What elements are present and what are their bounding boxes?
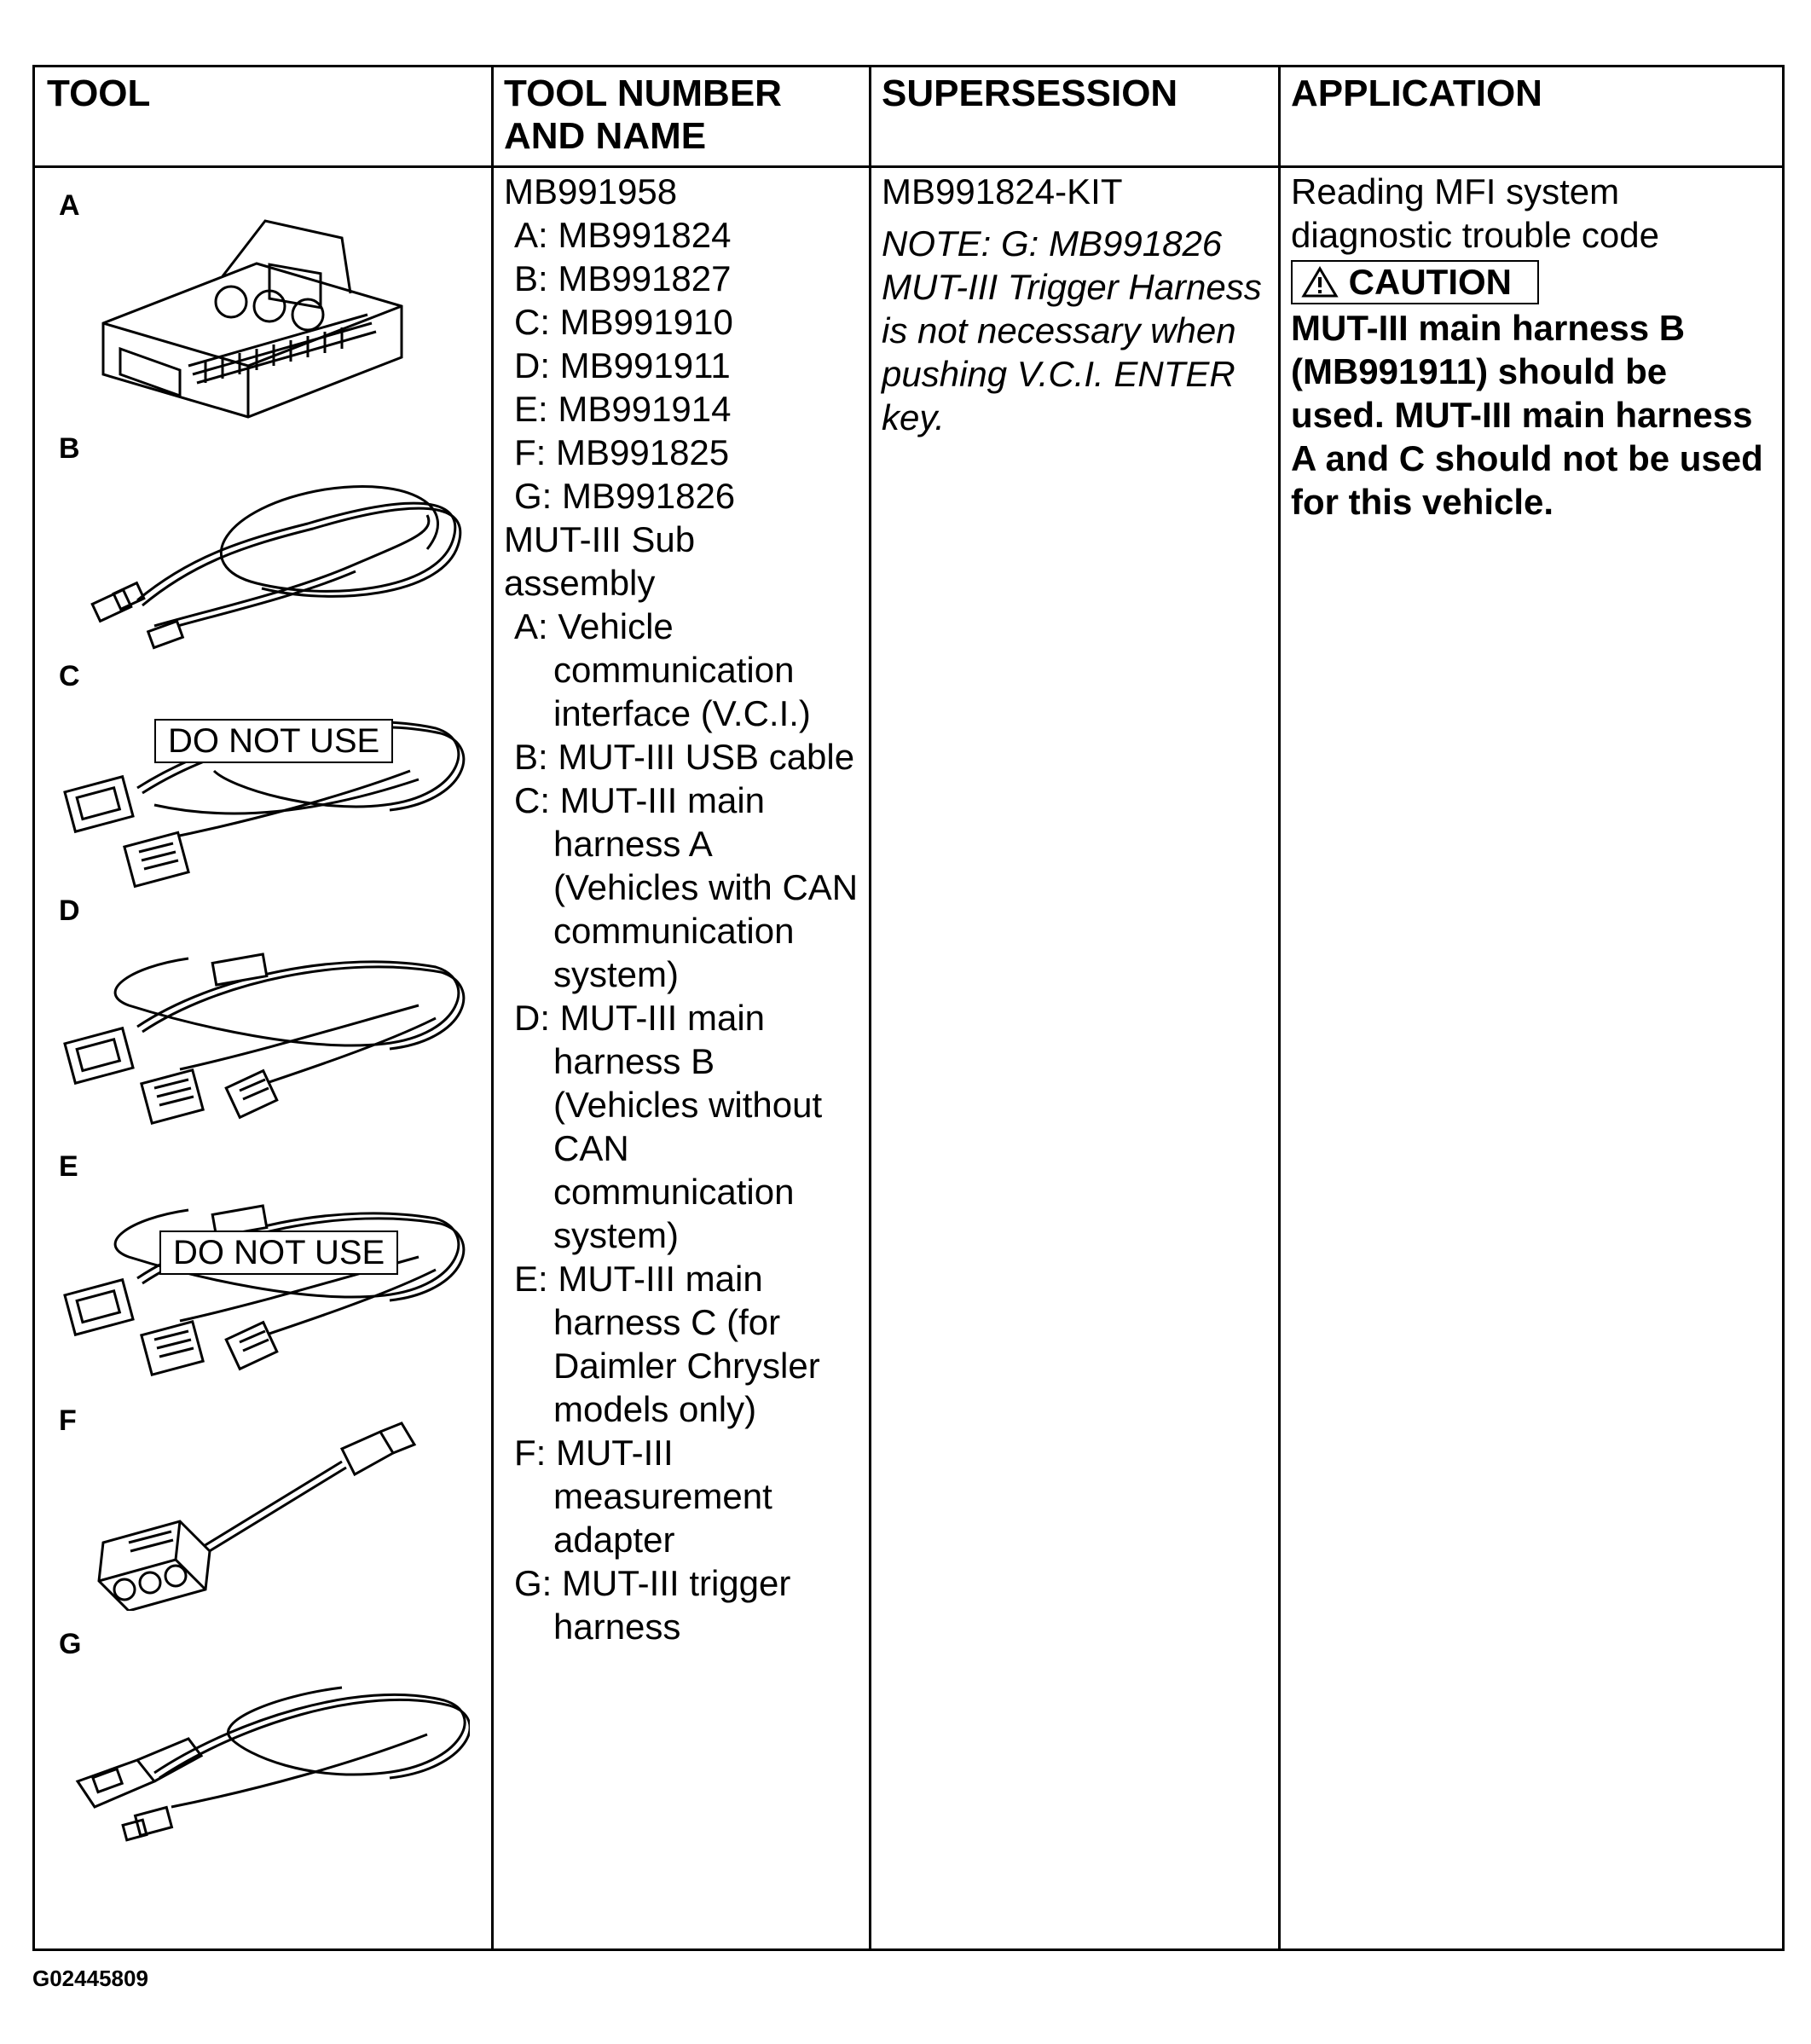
part-name: harness: [553, 1607, 681, 1647]
figure-id: G02445809: [32, 1966, 148, 1991]
vci-unit-illustration: [95, 212, 419, 426]
header-tool-number-line1: TOOL NUMBER: [504, 72, 782, 114]
header-tool: TOOL: [47, 72, 151, 114]
main-harness-b-illustration: [61, 924, 470, 1138]
part-number: E: MB991914: [514, 389, 732, 429]
part-name: F: MUT-III: [514, 1433, 674, 1473]
part-number: A: MB991824: [514, 215, 732, 255]
part-number: G: MB991826: [514, 476, 736, 516]
header-divider: [35, 165, 1782, 168]
caution-line: (MB991911) should be: [1291, 351, 1668, 391]
note-line: NOTE: G: MB991826: [882, 223, 1223, 263]
tool-letter-e: E: [59, 1150, 78, 1183]
caution-line: for this vehicle.: [1291, 482, 1554, 522]
measurement-adapter-illustration: [86, 1415, 444, 1611]
part-name: Daimler Chrysler: [553, 1346, 820, 1386]
note-line: is not necessary when: [882, 310, 1236, 350]
header-tool-number: [504, 72, 782, 158]
part-name: communication: [553, 1172, 795, 1212]
tool-table: [32, 65, 1785, 1951]
part-name: measurement: [553, 1476, 772, 1516]
part-name: system): [553, 954, 679, 994]
part-name: G: MUT-III trigger: [514, 1563, 791, 1603]
part-number: B: MB991827: [514, 258, 732, 298]
part-name: communication: [553, 650, 795, 690]
sub-assembly-title: MUT-III Sub: [504, 519, 696, 559]
supersession-note: [882, 222, 1262, 439]
caution-line: used. MUT-III main harness: [1291, 395, 1753, 435]
column-divider: [1278, 67, 1281, 1948]
part-name: C: MUT-III main: [514, 780, 766, 820]
part-name: D: MUT-III main: [514, 998, 766, 1038]
main-harness-c-illustration: [61, 1176, 470, 1389]
do-not-use-label-e: DO NOT USE: [159, 1230, 398, 1275]
column-divider: [491, 67, 494, 1948]
part-name: harness A: [553, 824, 713, 864]
supersession-column: [882, 170, 1262, 439]
caution-label: [1291, 260, 1539, 304]
tool-letter-f: F: [59, 1404, 77, 1437]
header-tool-number-line2: AND NAME: [504, 115, 707, 157]
tool-letter-d: D: [59, 895, 80, 927]
tool-letter-b: B: [59, 432, 80, 465]
part-name: communication: [553, 911, 795, 951]
note-line: MUT-III Trigger Harness: [882, 267, 1262, 307]
part-name: A: Vehicle: [514, 606, 674, 646]
part-name: (Vehicles with CAN: [553, 867, 859, 907]
note-line: key.: [882, 397, 945, 437]
part-name: harness C (for: [553, 1302, 781, 1342]
header-supersession: SUPERSESSION: [882, 72, 1178, 114]
warning-icon: [1301, 262, 1349, 302]
part-number: D: MB991911: [514, 345, 731, 385]
tool-letter-c: C: [59, 660, 80, 692]
caution-line: MUT-III main harness B: [1291, 308, 1686, 348]
part-name: adapter: [553, 1520, 675, 1560]
part-name: harness B: [553, 1041, 715, 1081]
trigger-harness-illustration: [61, 1653, 470, 1858]
part-name: CAN: [553, 1128, 629, 1168]
part-name: interface (V.C.I.): [553, 693, 811, 733]
part-name: models only): [553, 1389, 757, 1429]
application-column: [1291, 170, 1763, 524]
column-divider: [869, 67, 871, 1948]
application-line: Reading MFI system: [1291, 171, 1620, 211]
part-name: E: MUT-III main: [514, 1259, 763, 1299]
usb-cable-illustration: [69, 455, 470, 660]
kit-number: MB991958: [504, 171, 678, 211]
header-application: APPLICATION: [1291, 72, 1542, 114]
caution-text: CAUTION: [1348, 262, 1512, 302]
part-name: B: MUT-III USB cable: [514, 737, 855, 777]
note-line: pushing V.C.I. ENTER: [882, 354, 1235, 394]
part-number: C: MB991910: [514, 302, 733, 342]
part-name: (Vehicles without: [553, 1085, 823, 1125]
sub-assembly-title: assembly: [504, 563, 656, 603]
part-name: system): [553, 1215, 679, 1255]
tool-letter-a: A: [59, 189, 80, 222]
caution-body: [1291, 306, 1763, 524]
application-line: diagnostic trouble code: [1291, 215, 1659, 255]
part-number: F: MB991825: [514, 432, 730, 472]
caution-line: A and C should not be used: [1291, 438, 1763, 478]
do-not-use-label-c: DO NOT USE: [154, 719, 393, 763]
supersession-kit: MB991824-KIT: [882, 171, 1123, 211]
tool-number-column: [504, 170, 858, 1648]
tool-letter-g: G: [59, 1628, 82, 1660]
